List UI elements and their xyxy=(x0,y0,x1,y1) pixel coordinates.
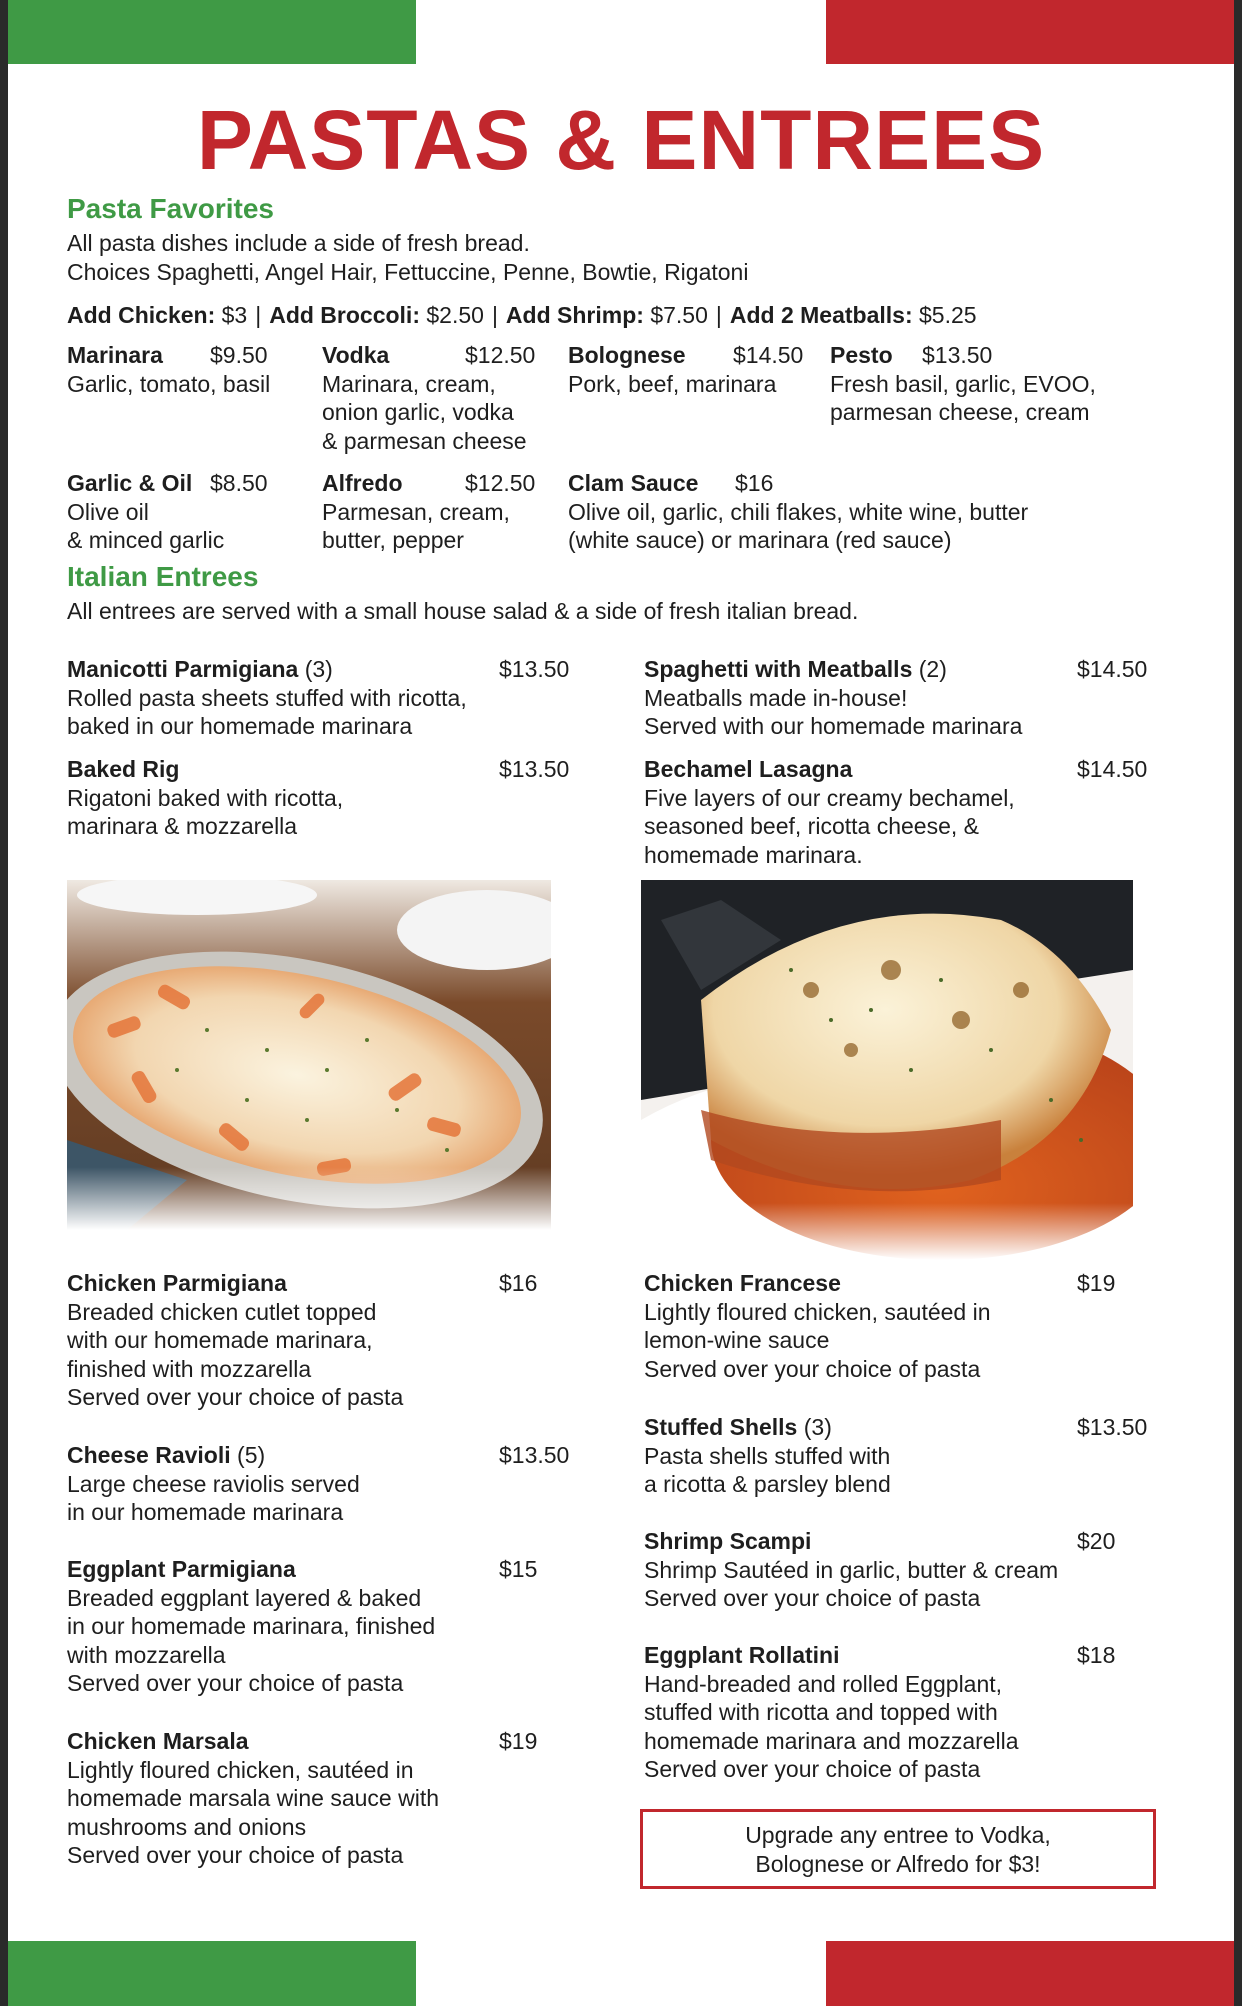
lasagna-photo xyxy=(641,880,1133,1260)
lasagna-image xyxy=(641,880,1133,1260)
baked-rigatoni-photo xyxy=(67,880,551,1230)
separator: | xyxy=(715,302,722,328)
entree-spaghetti-meatballs: Spaghetti with Meatballs (2) $14.50 Meatballs made in-house! Served with our homemade marinara xyxy=(644,656,1148,739)
sauce-bolognese: Bolognese $14.50 Pork, beef, marinara xyxy=(568,342,804,397)
entree-chicken-francese: Chicken Francese $19 Lightly floured chicken, sautéed in lemon-wine sauce Served over your choice of pasta xyxy=(644,1270,1116,1382)
sauce-alfredo: Alfredo $12.50 Parmesan, cream, butter, pepper xyxy=(322,470,536,553)
addon-broccoli: Add Broccoli: $2.50 xyxy=(269,302,484,328)
italian-entrees-heading: Italian Entrees xyxy=(67,561,259,592)
entree-eggplant-rollatini: Eggplant Rollatini $18 Hand-breaded and rolled Eggplant, stuffed with ricotta and topped with homemade marinara and mozzarella Served over your choice of pasta xyxy=(644,1642,1116,1782)
sauce-vodka: Vodka $12.50 Marinara, cream, onion garlic, vodka & parmesan cheese xyxy=(322,342,536,454)
upgrade-note-line2: Bolognese or Alfredo for $3! xyxy=(755,1851,1041,1877)
sauce-pesto: Pesto $13.50 Fresh basil, garlic, EVOO, parmesan cheese, cream xyxy=(830,342,1096,425)
entree-manicotti: Manicotti Parmigiana (3) $13.50 Rolled pasta sheets stuffed with ricotta, baked in our homemade marinara xyxy=(67,656,570,739)
baked-rigatoni-image xyxy=(67,880,551,1230)
sauce-marinara: Marinara $9.50 Garlic, tomato, basil xyxy=(67,342,271,397)
green-banner-bottom xyxy=(8,1941,416,2006)
addon-chicken: Add Chicken: $3 xyxy=(67,302,248,328)
entree-eggplant-parmigiana: Eggplant Parmigiana $15 Breaded eggplant layered & baked in our homemade marinara, finished with mozzarella Served over your choice of pasta xyxy=(67,1556,538,1696)
entree-chicken-marsala: Chicken Marsala $19 Lightly floured chicken, sautéed in homemade marsala wine sauce with mushrooms and onions Served over your choice of pasta xyxy=(67,1728,538,1868)
addon-meatballs: Add 2 Meatballs: $5.25 xyxy=(729,302,977,328)
menu-page xyxy=(8,0,1234,2006)
pasta-favorites-heading: Pasta Favorites xyxy=(67,193,274,224)
entree-cheese-ravioli: Cheese Ravioli (5) $13.50 Large cheese raviolis served in our homemade marinara xyxy=(67,1442,570,1525)
addon-shrimp: Add Shrimp: $7.50 xyxy=(505,302,708,328)
entree-bechamel-lasagna: Bechamel Lasagna $14.50 Five layers of our creamy bechamel, seasoned beef, ricotta cheese, & homemade marinara. xyxy=(644,756,1148,868)
entree-baked-rig: Baked Rig $13.50 Rigatoni baked with ricotta, marinara & mozzarella xyxy=(67,756,570,839)
red-banner-bottom xyxy=(826,1941,1234,2006)
red-banner-top xyxy=(826,0,1234,64)
pasta-intro-line1: All pasta dishes include a side of fresh bread. xyxy=(67,230,530,256)
separator: | xyxy=(491,302,498,328)
upgrade-note-box xyxy=(640,1809,1156,1889)
entree-chicken-parmigiana: Chicken Parmigiana $16 Breaded chicken cutlet topped with our homemade marinara, finished with mozzarella Served over your choice of pasta xyxy=(67,1270,538,1410)
addons-line xyxy=(67,301,977,330)
green-banner-top xyxy=(8,0,416,64)
page-title: PASTAS & ENTREES xyxy=(196,93,1046,187)
upgrade-note-line1: Upgrade any entree to Vodka, xyxy=(745,1822,1051,1848)
entree-stuffed-shells: Stuffed Shells (3) $13.50 Pasta shells stuffed with a ricotta & parsley blend xyxy=(644,1414,1148,1497)
entree-shrimp-scampi: Shrimp Scampi $20 Shrimp Sautéed in garlic, butter & cream Served over your choice of pasta xyxy=(644,1528,1116,1611)
separator: | xyxy=(255,302,262,328)
pasta-intro-line2: Choices Spaghetti, Angel Hair, Fettuccine, Penne, Bowtie, Rigatoni xyxy=(67,259,749,285)
sauce-clam: Clam Sauce $16 Olive oil, garlic, chili flakes, white wine, butter (white sauce) or marinara (red sauce) xyxy=(568,470,1029,553)
sauce-garlic-oil: Garlic & Oil $8.50 Olive oil & minced garlic xyxy=(67,470,268,553)
entrees-intro: All entrees are served with a small house salad & a side of fresh italian bread. xyxy=(67,598,859,624)
